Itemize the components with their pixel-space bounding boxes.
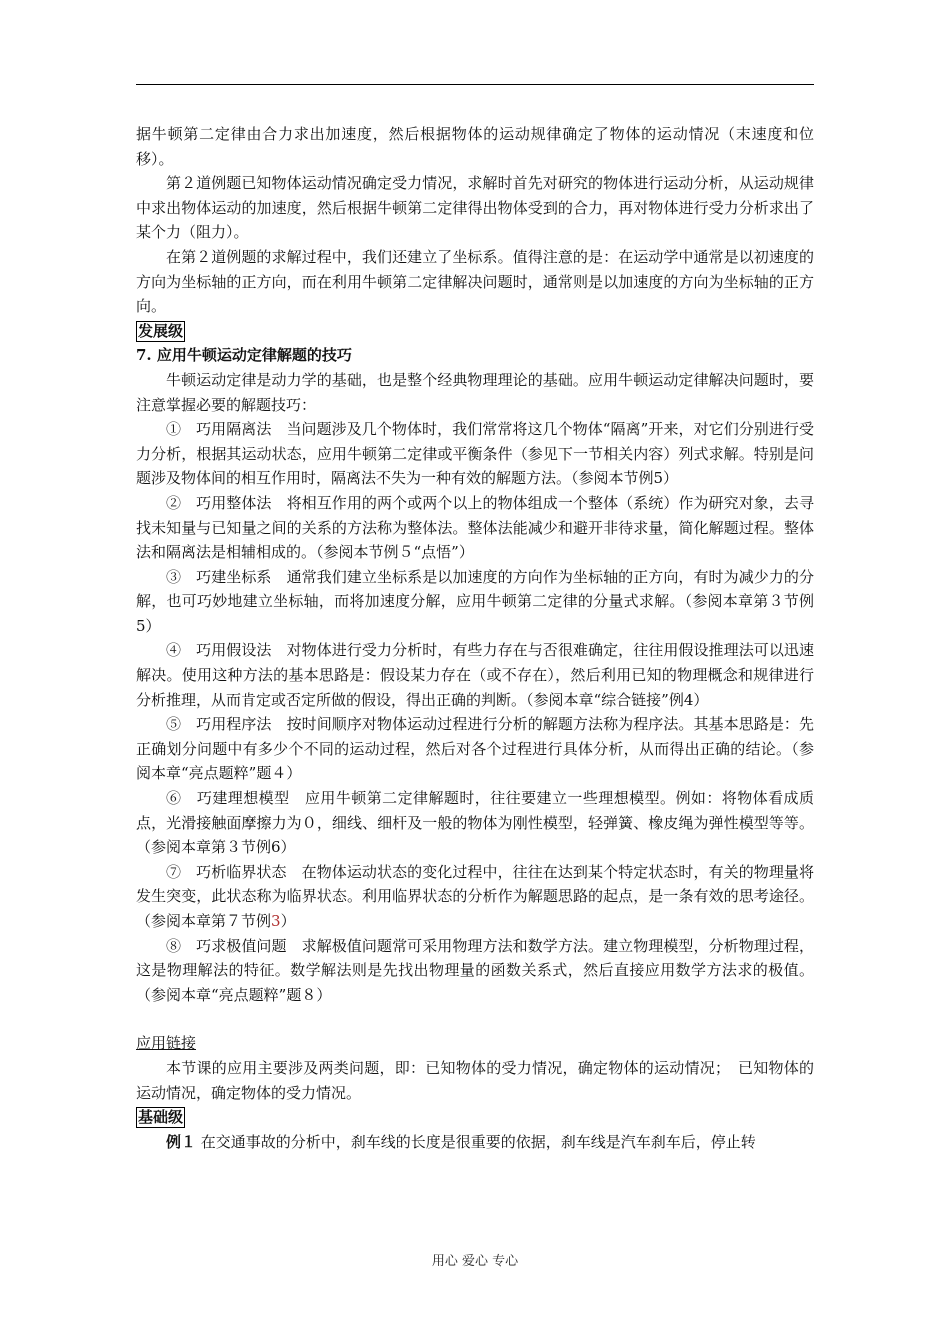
page-footer: 用心 爱心 专心 [431, 1254, 519, 1269]
technique-item: ③ 巧建坐标系 通常我们建立坐标系是以加速度的方向作为坐标轴的正方向，有时为减少力的分解，也可巧妙地建立坐标轴，而将加速度分解，应用牛顿第二定律的分量式求解。（参阅本章第３节例5） [136, 567, 814, 635]
section-intro: 牛顿运动定律是动力学的基础，也是整个经典物理理论的基础。应用牛顿运动定律解决问题时，要注意掌握必要的解题技巧： [136, 370, 814, 414]
paragraph-3: 在第２道例题的求解过程中，我们还建立了坐标系。值得注意的是：在运动学中通常是以初速度的方向为坐标轴的正方向，而在利用牛顿第二定律解决问题时，通常则是以加速度的方向为坐标轴的正方向。 [136, 247, 814, 316]
technique-item: ⑤ 巧用程序法 按时间顺序对物体运动过程进行分析的解题方法称为程序法。其基本思路是：先正确划分问题中有多少个不同的运动过程，然后对各个过程进行具体分析，从而得出正确的结论。（参阅本章“亮点题粹”题４） [136, 715, 814, 783]
technique-item: ⑥ 巧建理想模型 应用牛顿第二定律解题时，往往要建立一些理想模型。例如：将物体看成质点，光滑接触面摩擦力为０，细线、细杆及一般的物体为刚性模型，轻弹簧、橡皮绳为弹性模型等等。（参阅本章第３节例6） [136, 789, 814, 857]
technique-item-7-text: ⑦ 巧析临界状态 在物体运动状态的变化过程中，往往在达到某个特定状态时，有关的物理量将发生突变，此状态称为临界状态。利用临界状态的分析作为解题思路的起点，是一条有效的思考途径。（参阅本章第７节例 [136, 862, 814, 930]
section-heading: 7. 应用牛顿运动定律解题的技巧 [136, 346, 352, 365]
technique-item: ④ 巧用假设法 对物体进行受力分析时，有些力存在与否很难确定，往往用假设推理法可以迅速解决。使用这种方法的基本思路是：假设某力存在（或不存在），然后利用已知的物理概念和规律进行分析推理，从而肯定或否定所做的假设，得出正确的判断。（参阅本章“综合链接”例4） [136, 641, 814, 709]
technique-item: ② 巧用整体法 将相互作用的两个或两个以上的物体组成一个整体（系统）作为研究对象，去寻找未知量与已知量之间的关系的方法称为整体法。整体法能减少和避开非待求量，简化解题过程。整体法和隔离法是相辅相成的。（参阅本节例５“点悟”） [136, 493, 814, 562]
spacer [136, 1007, 814, 1031]
level-tag-basic: 基础级 [138, 1108, 184, 1127]
example-1 [136, 1130, 814, 1155]
page-content [136, 122, 814, 1154]
paragraph-1: 据牛顿第二定律由合力求出加速度，然后根据物体的运动规律确定了物体的运动情况（末速度和位移）。 [136, 125, 814, 168]
paragraph-2: 第２道例题已知物体运动情况确定受力情况，求解时首先对研究的物体进行运动分析，从运动规律中求出物体运动的加速度，然后根据牛顿第二定律得出物体受到的合力，再对物体进行受力分析求出了某个力（阻力）。 [136, 174, 814, 242]
level-tag-development: 发展级 [138, 321, 184, 340]
technique-item-7 [136, 860, 814, 934]
example-text: 在交通事故的分析中，刹车线的长度是很重要的依据，刹车线是汽车刹车后，停止转 [196, 1132, 756, 1151]
application-text: 本节课的应用主要涉及两类问题，即：已知物体的受力情况，确定物体的运动情况； 已知物体的运动情况，确定物体的受力情况。 [136, 1058, 814, 1102]
header-rule [136, 84, 814, 85]
example-label: 例１ [166, 1132, 197, 1151]
technique-item-7-end: ） [280, 912, 296, 930]
technique-item-8: ⑧ 巧求极值问题 求解极值问题常可采用物理方法和数学方法。建立物理模型，分析物理过程，这是物理解法的特征。数学解法则是先找出物理量的函数关系式，然后直接应用数学方法求的极值。（参阅本章“亮点题粹”题８） [136, 936, 814, 1004]
application-link-heading: 应用链接 [136, 1034, 197, 1053]
reference-link[interactable]: 3 [271, 912, 281, 930]
technique-item: ① 巧用隔离法 当问题涉及几个物体时，我们常常将这几个物体“隔离”开来，对它们分别进行受力分析，根据其运动状态，应用牛顿第二定律或平衡条件（参见下一节相关内容）列式求解。特别是问题涉及物体间的相互作用时，隔离法不失为一种有效的解题方法。（参阅本节例5） [136, 420, 814, 488]
